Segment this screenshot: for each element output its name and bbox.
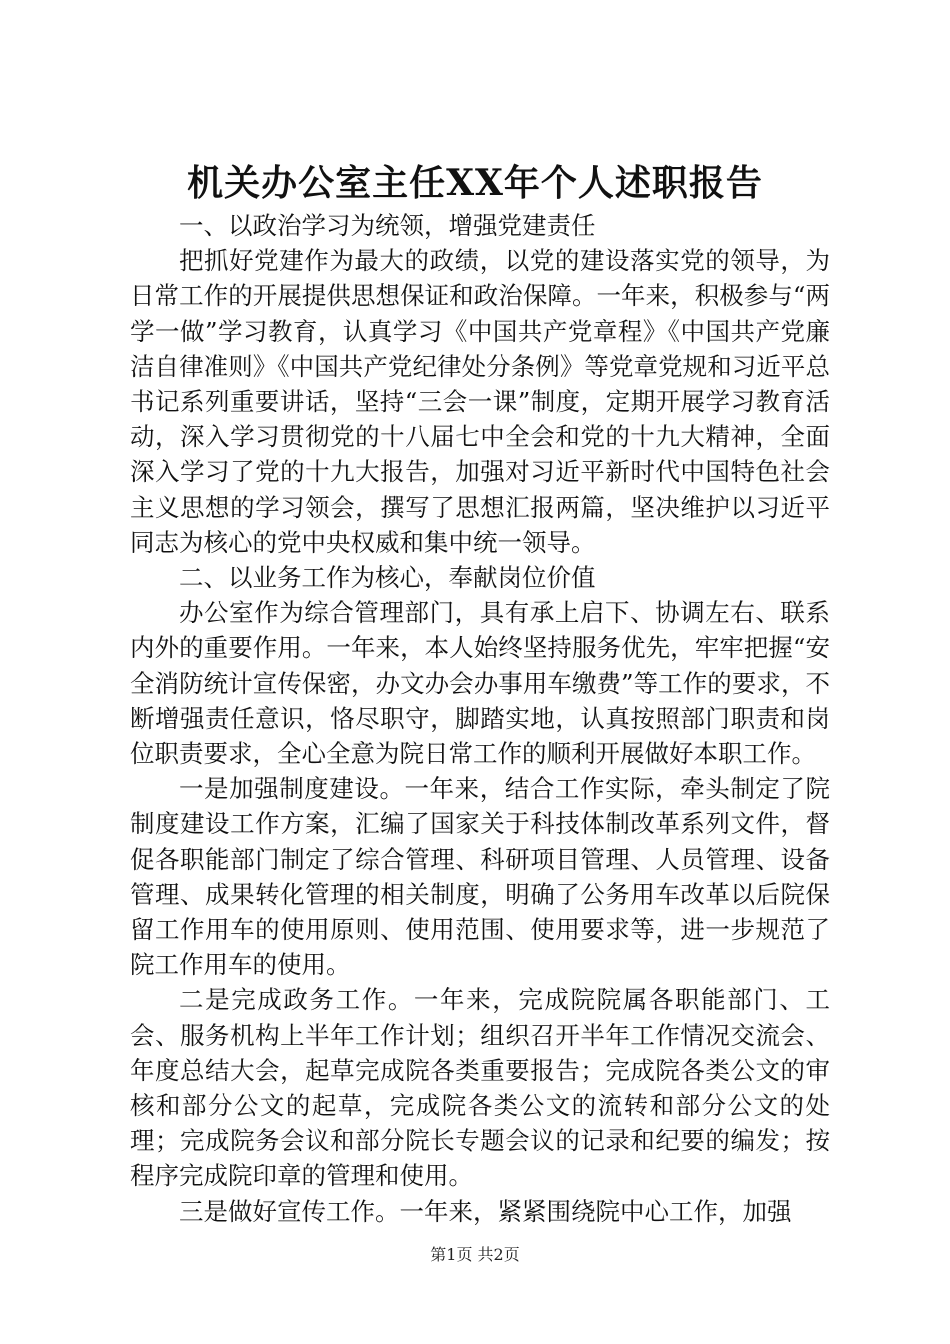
paragraph-institution-building: 一是加强制度建设。一年来，结合工作实际，牵头制定了院制度建设工作方案，汇编了国家关于科技体制改革系列文件，督促各职能部门制定了综合管理、科研项目管理、人员管理、设备管理、成果转化管理的相关制度，明确了公务用车改革以后院保留工作用车的使用原则、使用范围、使用要求等，进一步规范了院工作用车的使用。 — [130, 774, 830, 980]
paragraph-office-role: 办公室作为综合管理部门，具有承上启下、协调左右、联系内外的重要作用。一年来，本人始终坚持服务优先，牢牢把握“安全消防统计宣传保密，办文办会办事用车缴费”等工作的要求，不断增强责任意识，恪尽职守，脚踏实地，认真按照部门职责和岗位职责要求，全心全意为院日常工作的顺利开展做好本职工作。 — [130, 598, 830, 769]
section-heading-2: 二、以业务工作为核心，奉献岗位价值 — [179, 563, 596, 593]
section-heading-1: 一、以政治学习为统领，增强党建责任 — [179, 211, 596, 240]
paragraph-publicity-work: 三是做好宣传工作。一年来，紧紧围绕院中心工作，加强 — [179, 1196, 792, 1226]
paragraph-government-affairs: 二是完成政务工作。一年来，完成院院属各职能部门、工会、服务机构上半年工作计划；组织召开半年工作情况交流会、年度总结大会，起草完成院各类重要报告；完成院各类公文的审核和部分公文的起草，完成院各类公文的流转和部分公文的处理；完成院务会议和部分院长专题会议的记录和纪要的编发；按程序完成院印章的管理和使用。 — [130, 985, 830, 1191]
page-number-footer: 第1页 共2页 — [430, 1245, 520, 1264]
paragraph-party-building: 把抓好党建作为最大的政绩，以党的建设落实党的领导，为日常工作的开展提供思想保证和政治保障。一年来，积极参与“两学一做”学习教育，认真学习《中国共产党章程》《中国共产党廉洁自律准则》《中国共产党纪律处分条例》等党章党规和习近平总书记系列重要讲话，坚持“三会一课”制度，定期开展学习教育活动，深入学习贯彻党的十八届七中全会和党的十九大精神，全面深入学习了党的十九大报告，加强对习近平新时代中国特色社会主义思想的学习领会，撰写了思想汇报两篇，坚决维护以习近平同志为核心的党中央权威和集中统一领导。 — [130, 246, 830, 557]
document-title: 机关办公室主任XX年个人述职报告 — [187, 162, 763, 204]
document-body — [130, 208, 830, 1229]
